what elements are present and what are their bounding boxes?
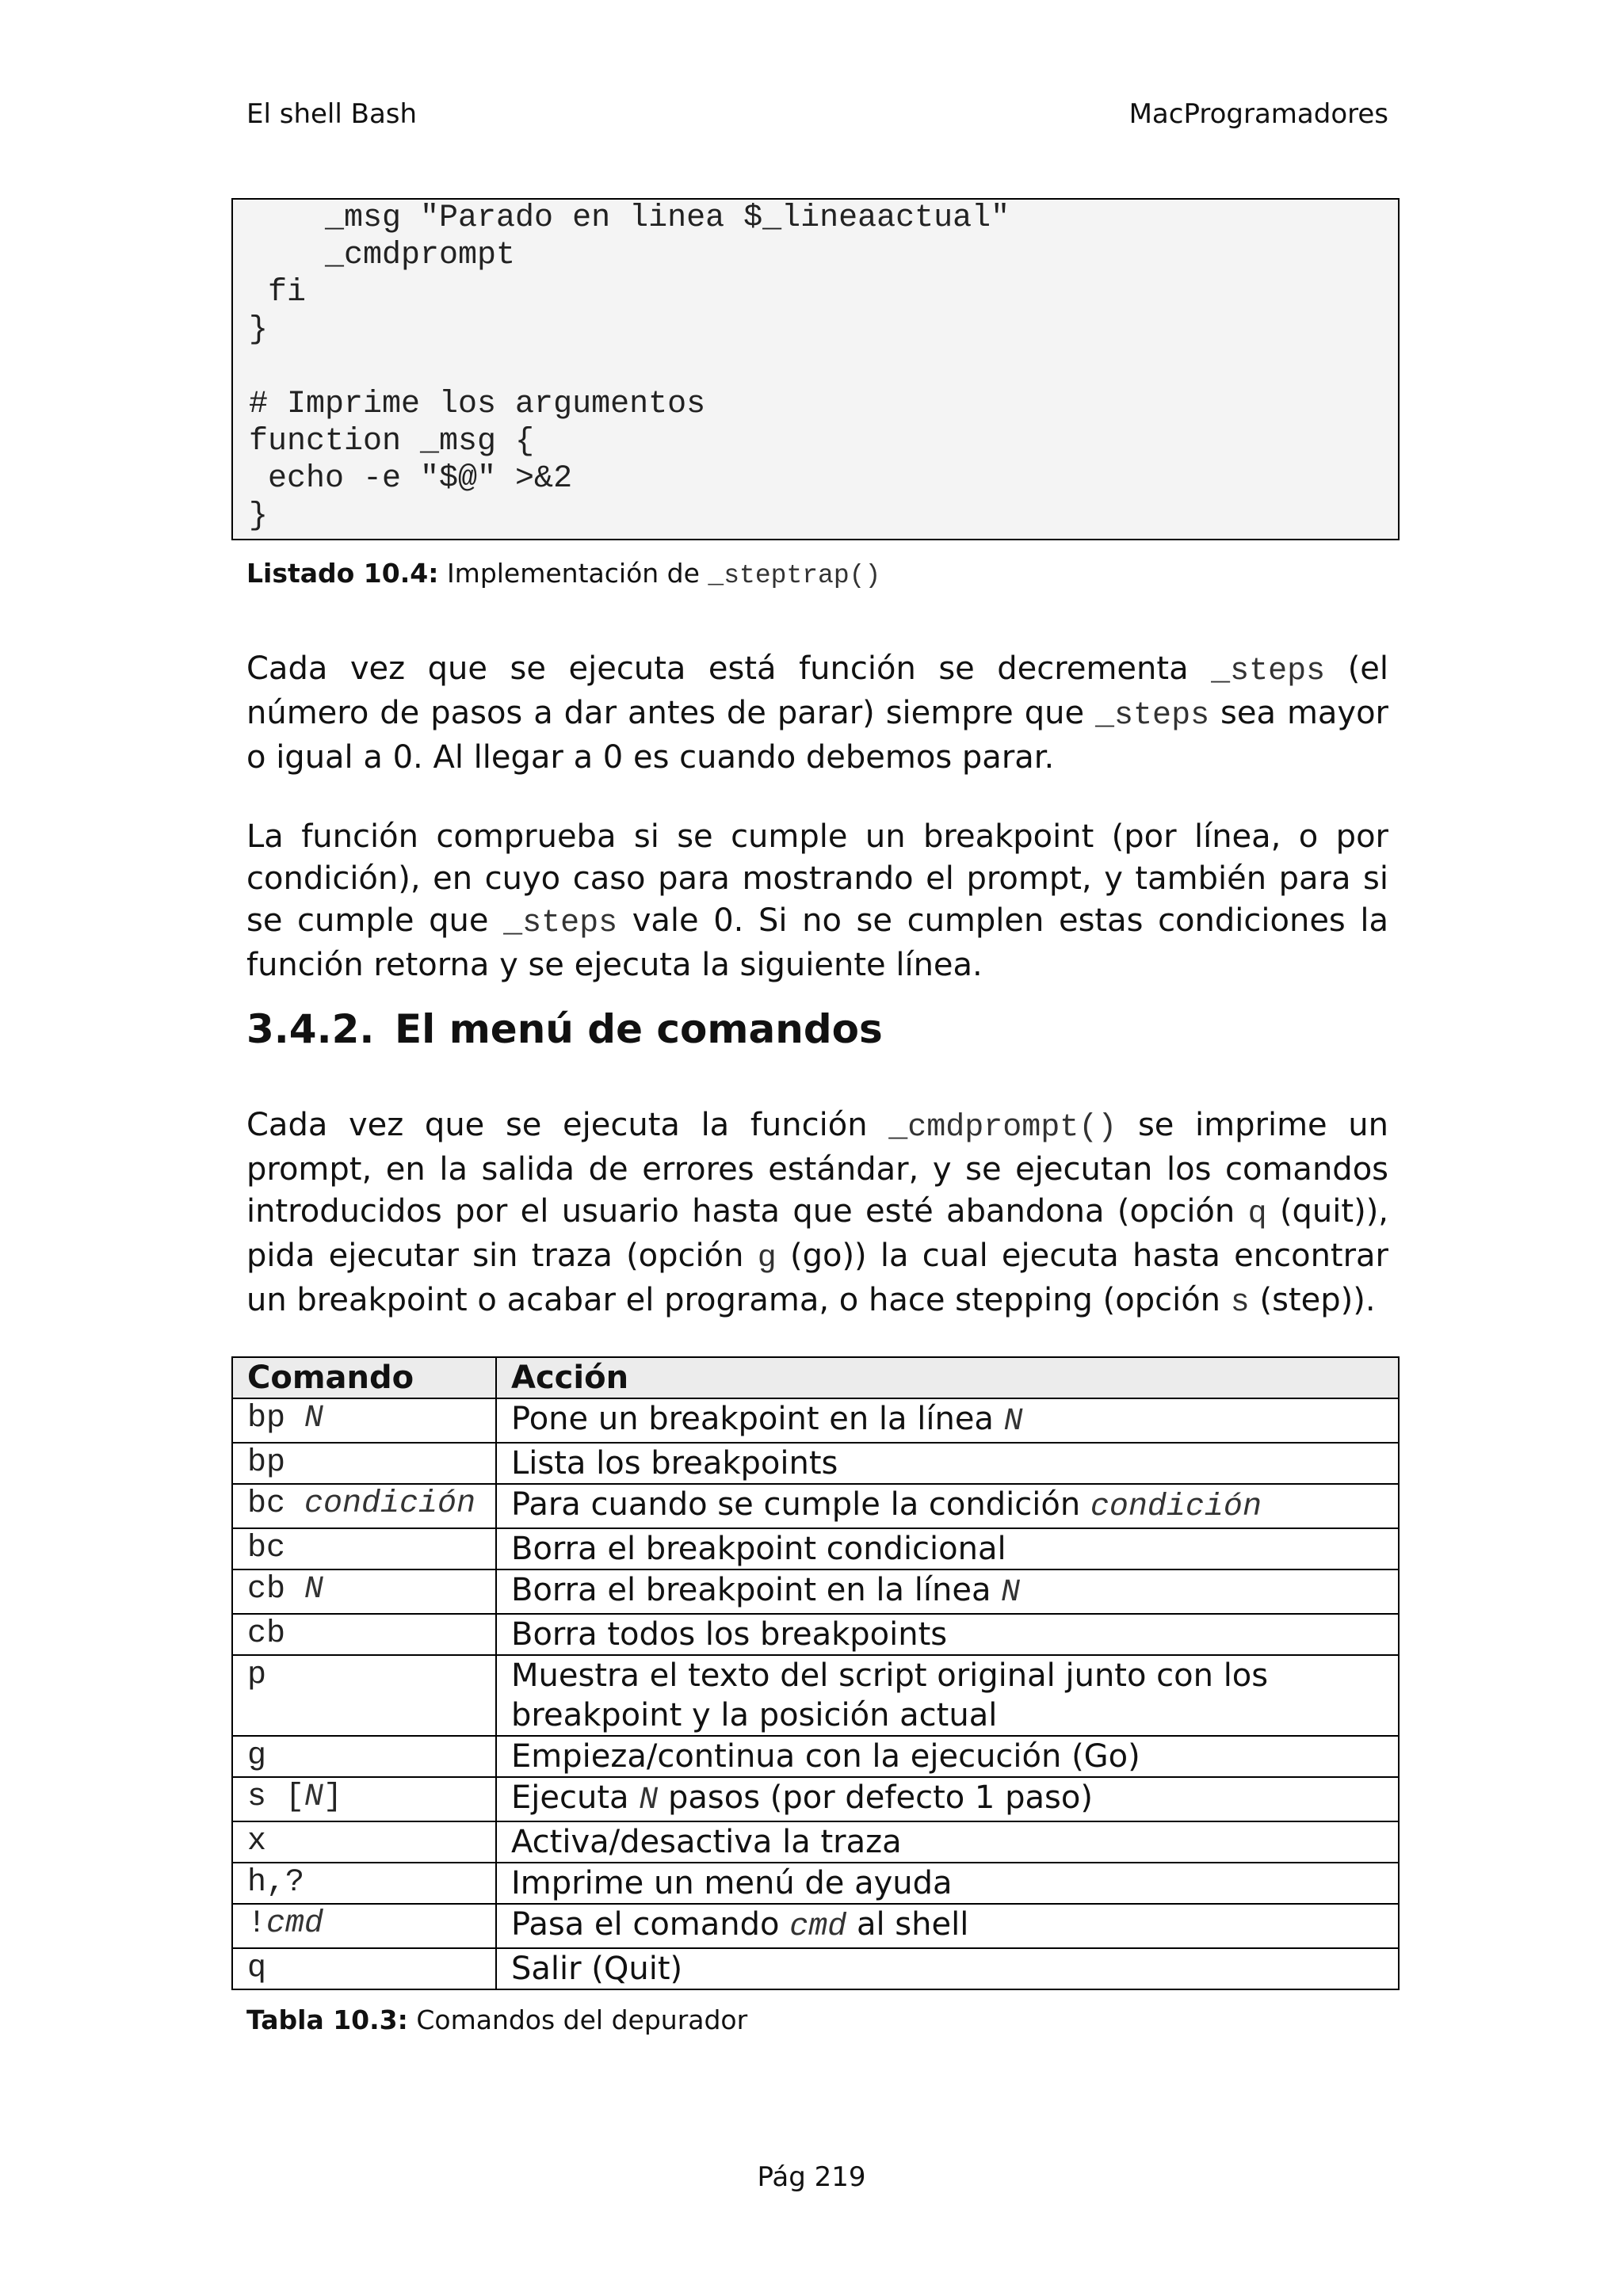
code-listing	[231, 198, 1400, 540]
command-text: bp	[247, 1401, 305, 1436]
action-cell	[496, 1863, 1399, 1904]
command-tail: ]	[323, 1779, 343, 1815]
para3-code-4: s	[1230, 1285, 1250, 1321]
para1-text-2: (el número de pasos a dar antes de parar) siempre que	[246, 650, 1389, 731]
action-text: Muestra el texto del script original junto con los breakpoint y la posición actual	[511, 1657, 1278, 1733]
action-argument: N	[639, 1783, 659, 1818]
command-argument: condición	[304, 1486, 476, 1522]
listing-caption-text: Implementación de	[446, 558, 700, 589]
command-argument: N	[304, 1401, 324, 1436]
action-text: Salir (Quit)	[511, 1951, 683, 1987]
command-text: bc	[247, 1531, 286, 1566]
command-cell	[232, 1484, 496, 1528]
table-row	[232, 1863, 1399, 1904]
action-text: Borra todos los breakpoints	[511, 1616, 948, 1653]
code-line: echo -e "$@" >&2	[249, 461, 573, 497]
para3-text-2: se imprime un prompt, en la salida de errores estándar, y se ejecutan los comandos introducidos por el usuario hasta que esté abandona (opción	[246, 1107, 1389, 1230]
action-cell	[496, 1821, 1399, 1863]
command-argument: N	[304, 1572, 324, 1608]
table-row	[232, 1777, 1399, 1821]
command-cell	[232, 1443, 496, 1484]
table-header-action: Acción	[496, 1357, 1399, 1398]
para1-text-1: Cada vez que se ejecuta está función se decrementa	[246, 650, 1189, 687]
table-row	[232, 1398, 1399, 1443]
action-text: Ejecuta	[511, 1779, 640, 1816]
action-cell	[496, 1614, 1399, 1655]
code-line: _msg "Parado en linea $_lineaactual"	[249, 200, 1010, 236]
action-cell	[496, 1398, 1399, 1443]
table-row	[232, 1443, 1399, 1484]
command-text: h,?	[247, 1865, 305, 1901]
code-block	[233, 200, 1010, 535]
table-header-command: Comando	[232, 1357, 496, 1398]
action-tail: al shell	[846, 1906, 969, 1943]
table-caption	[246, 2004, 747, 2035]
table-header-row	[232, 1357, 1399, 1398]
action-text: Borra el breakpoint en la línea	[511, 1572, 1002, 1608]
action-text: Para cuando se cumple la condición	[511, 1486, 1090, 1523]
action-cell	[496, 1443, 1399, 1484]
command-cell	[232, 1904, 496, 1948]
para3-code-1: _cmdprompt()	[888, 1110, 1117, 1146]
table-caption-text: Comandos del depurador	[416, 2004, 748, 2035]
table-caption-label: Tabla 10.3:	[246, 2004, 408, 2035]
code-line: fi	[249, 275, 307, 311]
action-cell	[496, 1569, 1399, 1614]
section-title-text: El menú de comandos	[395, 1006, 883, 1052]
command-text: q	[247, 1951, 267, 1986]
para3-text-3: (quit)), pida ejecutar sin traza (opción	[246, 1193, 1389, 1274]
listing-caption	[246, 558, 880, 590]
action-cell	[496, 1655, 1399, 1736]
command-cell	[232, 1398, 496, 1443]
para1-code-1: _steps	[1211, 654, 1326, 689]
action-cell	[496, 1736, 1399, 1777]
command-text: !	[247, 1906, 267, 1942]
code-line	[249, 349, 1010, 386]
commands-table	[231, 1356, 1400, 1990]
action-argument: N	[1003, 1404, 1023, 1440]
header-title: El shell Bash	[246, 98, 418, 130]
action-cell	[496, 1777, 1399, 1821]
para3-text-1: Cada vez que se ejecuta la función	[246, 1107, 868, 1143]
action-argument: N	[1001, 1575, 1021, 1611]
paragraph-steps	[246, 648, 1388, 779]
command-argument: cmd	[266, 1906, 324, 1942]
para2-code-1: _steps	[503, 906, 618, 941]
listing-caption-code: _steptrap()	[708, 561, 881, 590]
command-text: bc	[247, 1486, 305, 1522]
command-cell	[232, 1614, 496, 1655]
command-text: p	[247, 1657, 267, 1693]
command-text: x	[247, 1824, 267, 1859]
command-cell	[232, 1821, 496, 1863]
command-cell	[232, 1655, 496, 1736]
para2-text-1: La función comprueba si se cumple un breakpoint (por línea, o por condición), en cuyo caso para mostrando el prompt, y también para si se cumple que	[246, 818, 1388, 939]
section-number: 3.4.2.	[246, 1006, 375, 1052]
command-cell	[232, 1777, 496, 1821]
action-argument: condición	[1090, 1489, 1262, 1525]
paragraph-breakpoint	[246, 816, 1388, 986]
command-text: cb	[247, 1572, 305, 1608]
table-row	[232, 1821, 1399, 1863]
command-text: cb	[247, 1616, 286, 1652]
table-row	[232, 1948, 1399, 1989]
command-text: bp	[247, 1445, 286, 1481]
action-text: Pasa el comando	[511, 1906, 790, 1943]
code-line: }	[249, 312, 269, 348]
action-cell	[496, 1528, 1399, 1569]
action-text: Empieza/continua con la ejecución (Go)	[511, 1738, 1140, 1775]
command-cell	[232, 1528, 496, 1569]
para3-text-5: (step)).	[1259, 1282, 1376, 1318]
page-number: Pág 219	[757, 2161, 866, 2193]
action-tail: pasos (por defecto 1 paso)	[658, 1779, 1093, 1816]
table-row	[232, 1484, 1399, 1528]
para3-code-2: q	[1247, 1196, 1267, 1232]
action-text: Lista los breakpoints	[511, 1445, 838, 1482]
code-line: # Imprime los argumentos	[249, 387, 706, 422]
table-row	[232, 1736, 1399, 1777]
header-publisher: MacProgramadores	[1128, 98, 1388, 130]
action-text: Imprime un menú de ayuda	[511, 1865, 953, 1901]
command-cell	[232, 1569, 496, 1614]
command-argument: N	[304, 1779, 324, 1815]
paragraph-cmdprompt	[246, 1104, 1388, 1324]
code-line: }	[249, 498, 269, 534]
command-cell	[232, 1863, 496, 1904]
code-line: _cmdprompt	[249, 238, 516, 273]
action-cell	[496, 1904, 1399, 1948]
command-text: s [	[247, 1779, 305, 1815]
listing-caption-label: Listado 10.4:	[246, 558, 439, 589]
command-text: g	[247, 1738, 267, 1774]
para3-text-4: (go)) la cual ejecuta hasta encontrar un breakpoint o acabar el programa, o hace stepping (opción	[246, 1238, 1389, 1318]
table-row	[232, 1614, 1399, 1655]
section-heading	[246, 1006, 883, 1052]
action-text: Borra el breakpoint condicional	[511, 1531, 1006, 1567]
table-row	[232, 1655, 1399, 1736]
para1-code-2: _steps	[1095, 698, 1210, 734]
code-line: function _msg {	[249, 424, 535, 460]
command-cell	[232, 1736, 496, 1777]
table-row	[232, 1528, 1399, 1569]
command-cell	[232, 1948, 496, 1989]
action-text: Pone un breakpoint en la línea	[511, 1401, 1004, 1437]
table-row	[232, 1904, 1399, 1948]
para2-text-2: vale 0. Si no se cumplen estas condiciones la función retorna y se ejecuta la siguiente línea.	[246, 902, 1388, 983]
action-cell	[496, 1948, 1399, 1989]
table-row	[232, 1569, 1399, 1614]
action-text: Activa/desactiva la traza	[511, 1824, 902, 1860]
action-cell	[496, 1484, 1399, 1528]
action-argument: cmd	[789, 1909, 847, 1945]
para1-text-3: sea mayor o igual a 0. Al llegar a 0 es cuando debemos parar.	[246, 695, 1389, 776]
para3-code-3: g	[757, 1241, 777, 1276]
